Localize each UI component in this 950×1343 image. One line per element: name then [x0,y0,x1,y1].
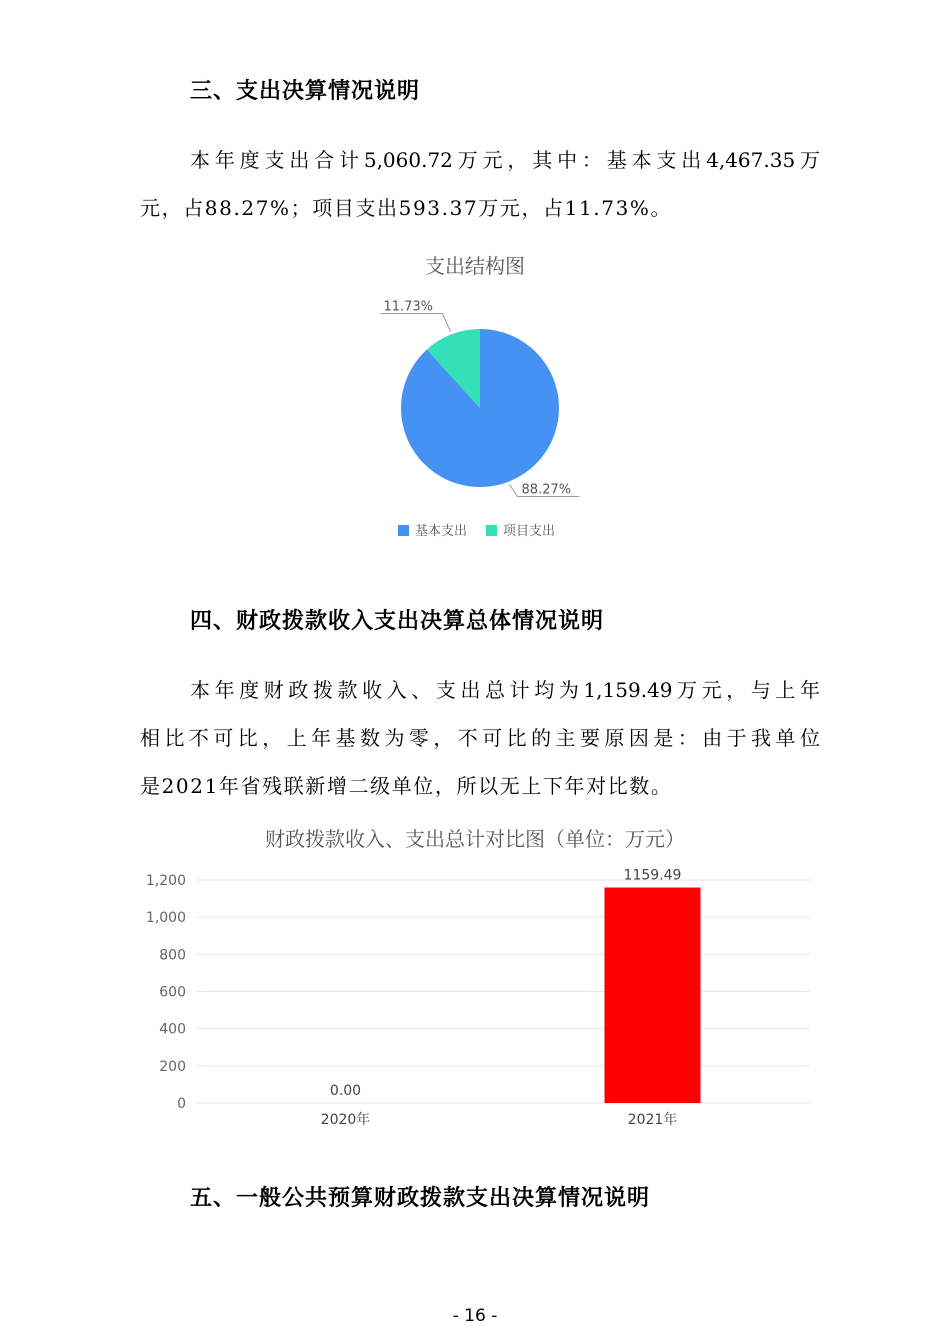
pie-leader-line [380,314,450,332]
legend-swatch [398,525,409,536]
pie-data-label: 11.73% [383,299,434,315]
paragraph-line: 本年度支出合计5,060.72万元，其中：基本支出4,467.35万 [190,148,820,172]
y-tick-label: 200 [159,1058,186,1075]
legend-label: 项目支出 [503,524,556,539]
page-number: - 16 - [452,1306,498,1326]
bar-value-label: 1159.49 [623,867,682,884]
paragraph-line: 元，占88.27%；项目支出593.37万元，占11.73%。 [140,196,673,220]
y-tick-label: 1,200 [145,873,186,889]
paragraph-line: 相比不可比，上年基数为零，不可比的主要原因是：由于我单位 [140,726,820,750]
x-tick-label: 2021年 [627,1112,678,1128]
y-tick-label: 0 [177,1096,186,1112]
bar-value-label: 0.00 [329,1083,362,1099]
y-tick-label: 400 [159,1021,186,1038]
pie-chart [0,280,950,550]
bar-2021年 [605,888,701,1103]
legend-label: 基本支出 [415,524,468,539]
y-tick-label: 1,000 [145,910,186,927]
paragraph-line: 本年度财政拨款收入、支出总计均为1,159.49万元，与上年 [190,678,820,702]
pie-data-label: 88.27% [521,482,572,498]
section-3-heading: 三、支出决算情况说明 [190,79,421,104]
paragraph-line: 是2021年省残联新增二级单位，所以无上下年对比数。 [140,774,673,798]
legend-swatch [486,525,497,536]
pie-chart-title: 支出结构图 [425,254,525,278]
bar-chart-title: 财政拨款收入、支出总计对比图（单位：万元） [265,827,685,851]
pie-slice-0 [401,329,559,487]
x-tick-label: 2020年 [320,1112,371,1128]
y-tick-label: 600 [159,984,186,1001]
bar-chart [0,860,950,1140]
y-tick-label: 800 [159,947,186,964]
section-5-heading: 五、一般公共预算财政拨款支出决算情况说明 [190,1186,651,1211]
section-4-heading: 四、财政拨款收入支出决算总体情况说明 [190,609,605,634]
